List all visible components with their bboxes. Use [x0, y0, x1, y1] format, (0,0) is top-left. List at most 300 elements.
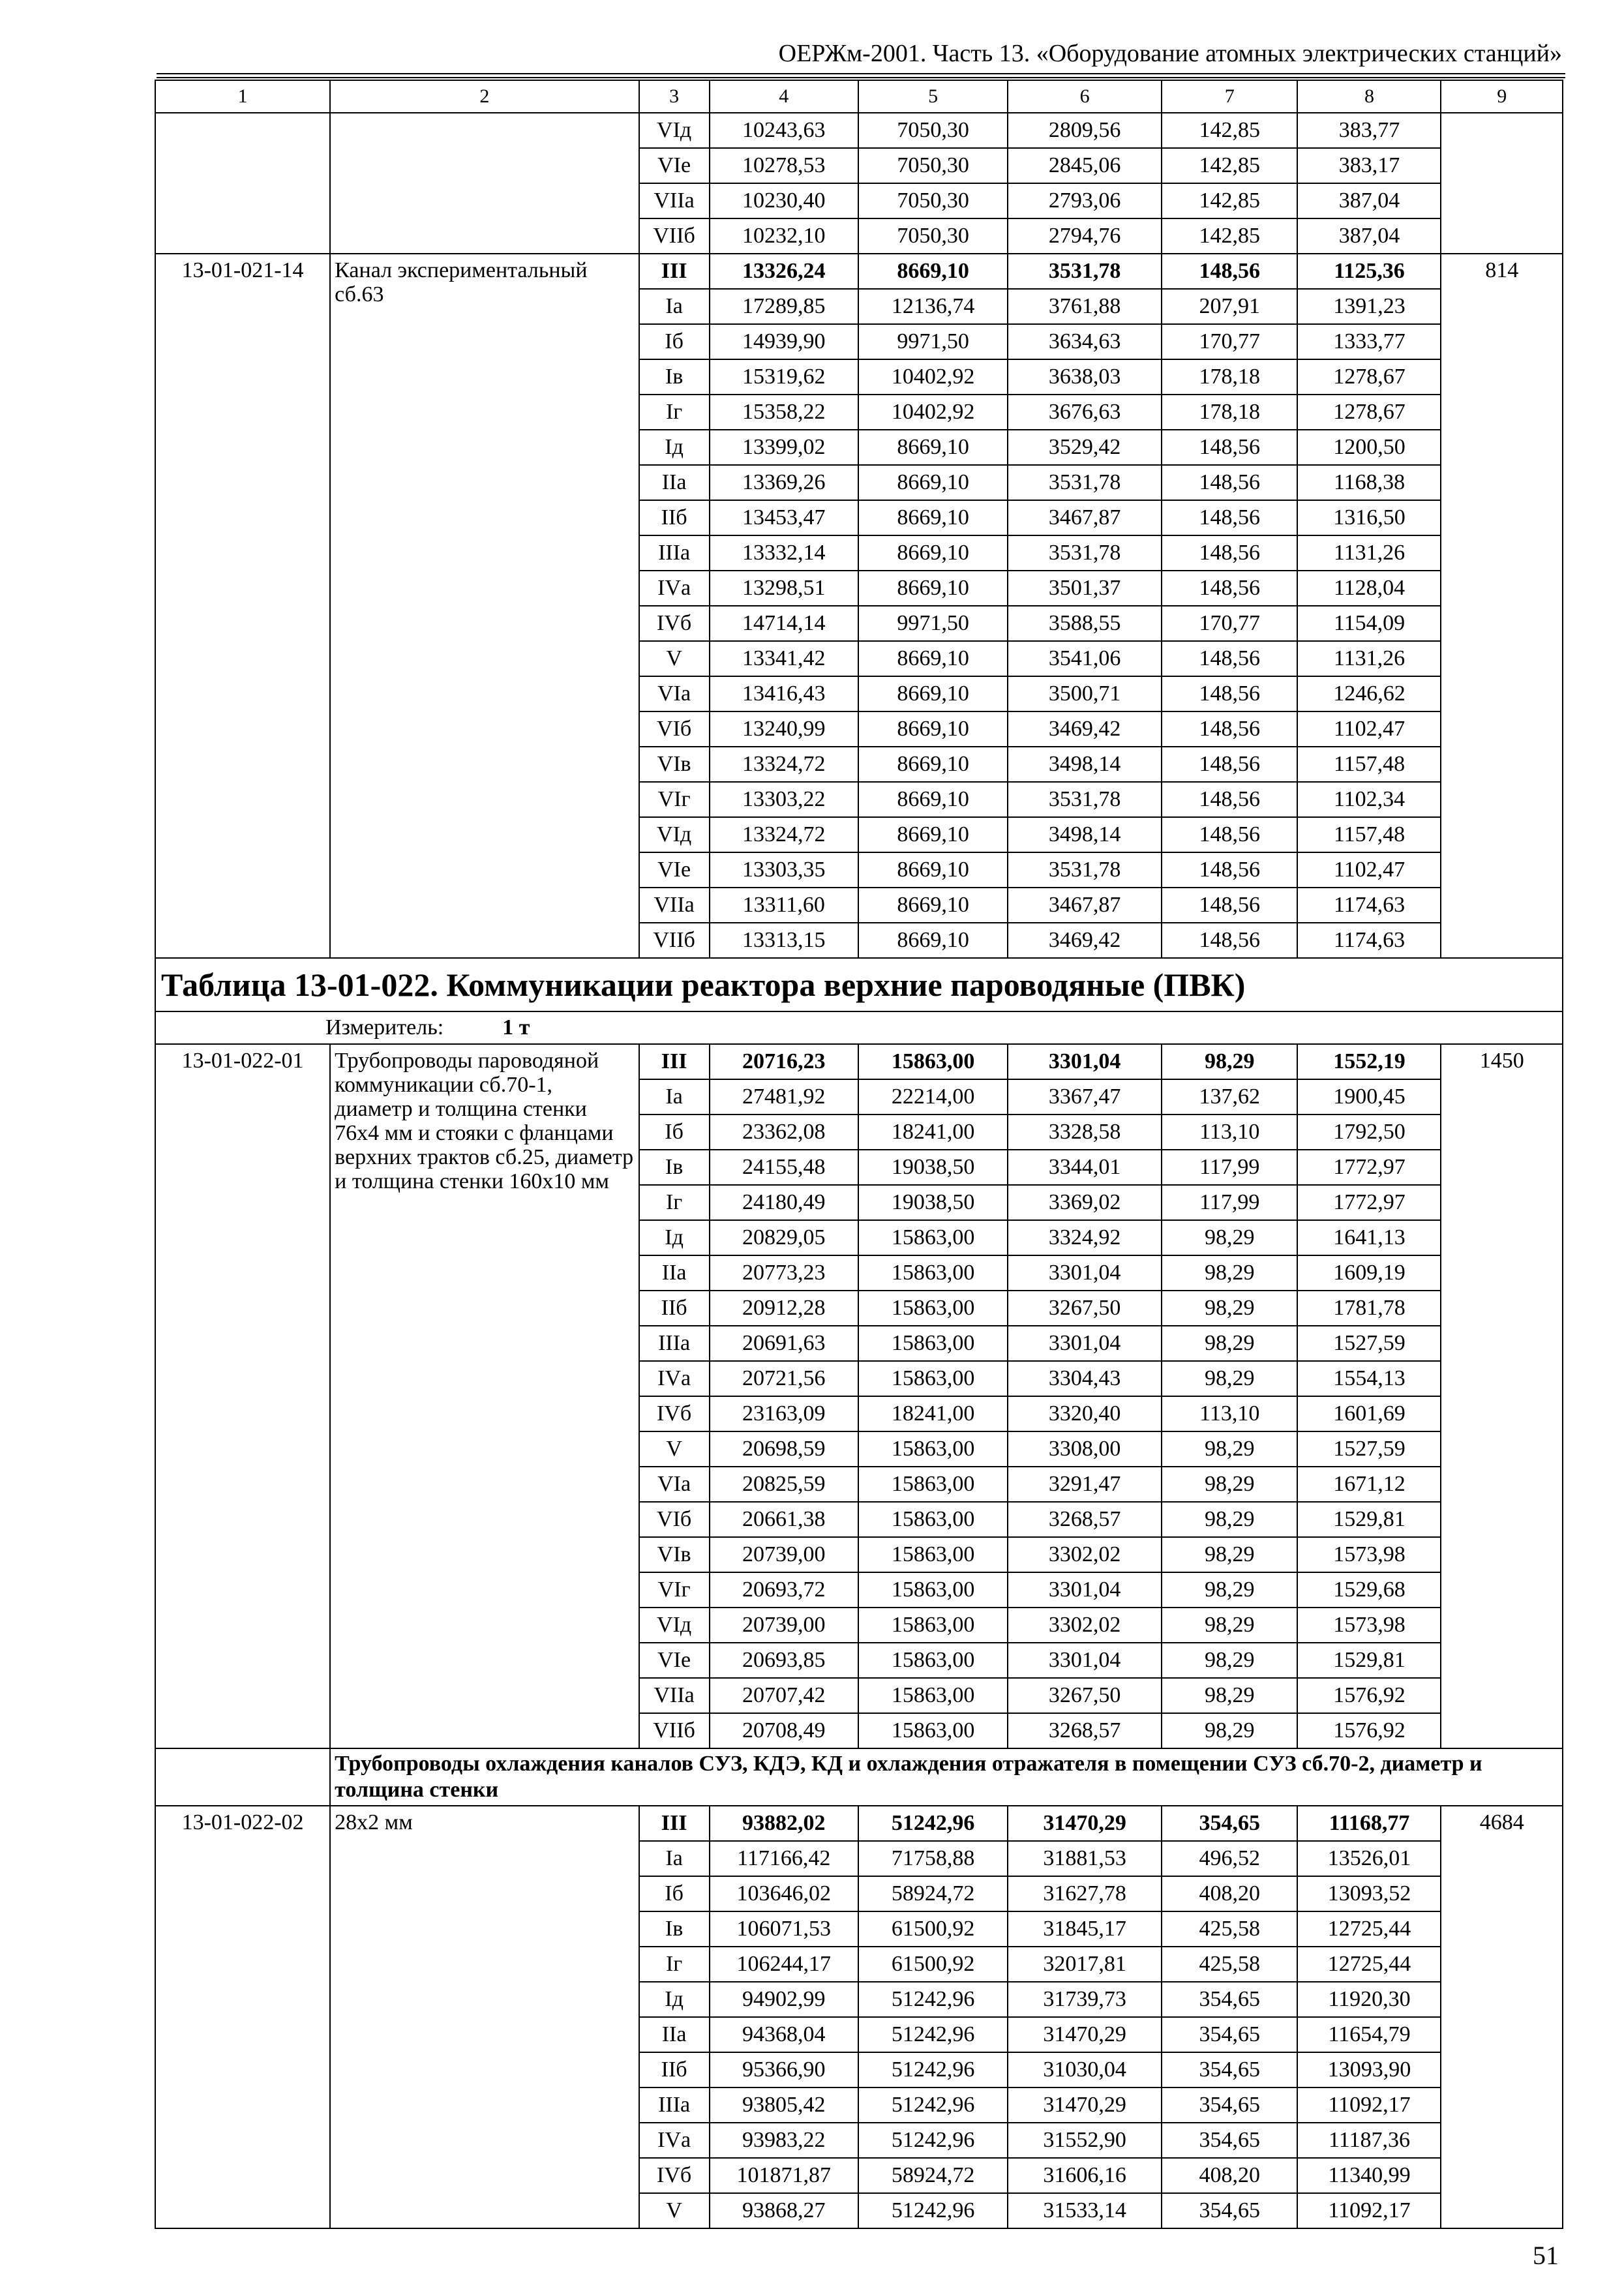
- zone-cell: V: [639, 641, 710, 676]
- value-cell: 148,56: [1162, 641, 1297, 676]
- value-cell: 354,65: [1162, 2123, 1297, 2158]
- value-cell: 1157,48: [1297, 747, 1441, 782]
- value-cell: 15358,22: [710, 395, 858, 430]
- zone-cell: IVб: [639, 1396, 710, 1431]
- value-cell: 3308,00: [1008, 1431, 1162, 1467]
- value-cell: 15863,00: [858, 1502, 1008, 1537]
- column-number: 7: [1162, 80, 1297, 113]
- value-cell: 3676,63: [1008, 395, 1162, 430]
- zone-cell: IIб: [639, 2052, 710, 2087]
- value-cell: 3500,71: [1008, 676, 1162, 711]
- zone-cell: IVа: [639, 571, 710, 606]
- value-cell: 148,56: [1162, 817, 1297, 852]
- total-cell: [1441, 113, 1563, 254]
- value-cell: 98,29: [1162, 1537, 1297, 1572]
- value-cell: 148,56: [1162, 430, 1297, 465]
- zone-cell: Iб: [639, 1876, 710, 1911]
- value-cell: 137,62: [1162, 1079, 1297, 1115]
- value-cell: 3498,14: [1008, 817, 1162, 852]
- section-spacer: [155, 1748, 330, 1806]
- value-cell: 8669,10: [858, 782, 1008, 817]
- value-cell: 98,29: [1162, 1291, 1297, 1326]
- column-number: 2: [330, 80, 639, 113]
- value-cell: 51242,96: [858, 1982, 1008, 2017]
- value-cell: 1125,36: [1297, 254, 1441, 289]
- value-cell: 11092,17: [1297, 2087, 1441, 2123]
- desc-cell: Канал экспериментальный сб.63: [330, 254, 639, 958]
- value-cell: 2809,56: [1008, 113, 1162, 148]
- value-cell: 13369,26: [710, 465, 858, 500]
- value-cell: 51242,96: [858, 1806, 1008, 1841]
- value-cell: 142,85: [1162, 218, 1297, 254]
- meter-row: [155, 1011, 1563, 1044]
- value-cell: 11168,77: [1297, 1806, 1441, 1841]
- value-cell: 3328,58: [1008, 1115, 1162, 1150]
- value-cell: 98,29: [1162, 1326, 1297, 1361]
- value-cell: 1102,47: [1297, 711, 1441, 747]
- table-row: [155, 254, 1563, 289]
- value-cell: 8669,10: [858, 923, 1008, 958]
- value-cell: 3529,42: [1008, 430, 1162, 465]
- value-cell: 20716,23: [710, 1044, 858, 1079]
- table-row: [155, 1044, 1563, 1079]
- value-cell: 1641,13: [1297, 1220, 1441, 1255]
- value-cell: 51242,96: [858, 2123, 1008, 2158]
- value-cell: 15863,00: [858, 1608, 1008, 1643]
- value-cell: 11092,17: [1297, 2193, 1441, 2228]
- value-cell: 3267,50: [1008, 1678, 1162, 1713]
- value-cell: 20698,59: [710, 1431, 858, 1467]
- value-cell: 1609,19: [1297, 1255, 1441, 1291]
- value-cell: 8669,10: [858, 817, 1008, 852]
- value-cell: 1391,23: [1297, 289, 1441, 324]
- value-cell: 31533,14: [1008, 2193, 1162, 2228]
- value-cell: 8669,10: [858, 571, 1008, 606]
- value-cell: 7050,30: [858, 218, 1008, 254]
- value-cell: 9971,50: [858, 324, 1008, 359]
- value-cell: 148,56: [1162, 747, 1297, 782]
- value-cell: 15863,00: [858, 1643, 1008, 1678]
- value-cell: 31470,29: [1008, 2087, 1162, 2123]
- value-cell: 3531,78: [1008, 782, 1162, 817]
- zone-cell: Iг: [639, 1185, 710, 1220]
- value-cell: 3301,04: [1008, 1643, 1162, 1678]
- zone-cell: IIIа: [639, 1326, 710, 1361]
- value-cell: 1157,48: [1297, 817, 1441, 852]
- value-cell: 10278,53: [710, 148, 858, 183]
- value-cell: 10232,10: [710, 218, 858, 254]
- value-cell: 148,56: [1162, 852, 1297, 888]
- value-cell: 98,29: [1162, 1713, 1297, 1748]
- value-cell: 13416,43: [710, 676, 858, 711]
- zone-cell: VIг: [639, 1572, 710, 1608]
- value-cell: 425,58: [1162, 1947, 1297, 1982]
- value-cell: 31470,29: [1008, 2017, 1162, 2052]
- value-cell: 24155,48: [710, 1150, 858, 1185]
- zone-cell: IIб: [639, 500, 710, 535]
- value-cell: 22214,00: [858, 1079, 1008, 1115]
- value-cell: 13526,01: [1297, 1841, 1441, 1876]
- value-cell: 7050,30: [858, 113, 1008, 148]
- value-cell: 13303,22: [710, 782, 858, 817]
- value-cell: 8669,10: [858, 465, 1008, 500]
- value-cell: 14714,14: [710, 606, 858, 641]
- value-cell: 93882,02: [710, 1806, 858, 1841]
- value-cell: 1792,50: [1297, 1115, 1441, 1150]
- value-cell: 15863,00: [858, 1572, 1008, 1608]
- value-cell: 8669,10: [858, 535, 1008, 571]
- zone-cell: VIв: [639, 1537, 710, 1572]
- value-cell: 13311,60: [710, 888, 858, 923]
- value-cell: 387,04: [1297, 183, 1441, 218]
- value-cell: 15863,00: [858, 1467, 1008, 1502]
- value-cell: 51242,96: [858, 2017, 1008, 2052]
- value-cell: 98,29: [1162, 1467, 1297, 1502]
- value-cell: 11920,30: [1297, 1982, 1441, 2017]
- zone-cell: VIе: [639, 1643, 710, 1678]
- value-cell: 3501,37: [1008, 571, 1162, 606]
- column-number: 1: [155, 80, 330, 113]
- value-cell: 11340,99: [1297, 2158, 1441, 2193]
- value-cell: 10230,40: [710, 183, 858, 218]
- code-cell: 13-01-022-02: [155, 1806, 330, 2228]
- desc-cell: Трубопроводы пароводяной коммуникации сб.70-1, диаметр и толщина стенки 76х4 мм и стояки с фланцами верхних трактов сб.25, диаметр и толщина стенки 160х10 мм: [330, 1044, 639, 1748]
- value-cell: 3268,57: [1008, 1713, 1162, 1748]
- value-cell: 142,85: [1162, 183, 1297, 218]
- value-cell: 98,29: [1162, 1608, 1297, 1643]
- value-cell: 32017,81: [1008, 1947, 1162, 1982]
- value-cell: 3467,87: [1008, 888, 1162, 923]
- zone-cell: Iб: [639, 1115, 710, 1150]
- value-cell: 31030,04: [1008, 2052, 1162, 2087]
- value-cell: 8669,10: [858, 254, 1008, 289]
- value-cell: 3367,47: [1008, 1079, 1162, 1115]
- value-cell: 1552,19: [1297, 1044, 1441, 1079]
- value-cell: 98,29: [1162, 1502, 1297, 1537]
- value-cell: 11187,36: [1297, 2123, 1441, 2158]
- value-cell: 3531,78: [1008, 852, 1162, 888]
- value-cell: 2845,06: [1008, 148, 1162, 183]
- value-cell: 148,56: [1162, 923, 1297, 958]
- value-cell: 3498,14: [1008, 747, 1162, 782]
- value-cell: 1527,59: [1297, 1431, 1441, 1467]
- value-cell: 106244,17: [710, 1947, 858, 1982]
- value-cell: 13332,14: [710, 535, 858, 571]
- value-cell: 3638,03: [1008, 359, 1162, 395]
- value-cell: 15863,00: [858, 1044, 1008, 1079]
- value-cell: 1529,68: [1297, 1572, 1441, 1608]
- value-cell: 354,65: [1162, 2052, 1297, 2087]
- zone-cell: Iд: [639, 1220, 710, 1255]
- value-cell: 7050,30: [858, 148, 1008, 183]
- value-cell: 23362,08: [710, 1115, 858, 1150]
- value-cell: 1278,67: [1297, 395, 1441, 430]
- value-cell: 20912,28: [710, 1291, 858, 1326]
- value-cell: 3369,02: [1008, 1185, 1162, 1220]
- value-cell: 20721,56: [710, 1361, 858, 1396]
- value-cell: 148,56: [1162, 465, 1297, 500]
- value-cell: 31470,29: [1008, 1806, 1162, 1841]
- page-number: 51: [1533, 2241, 1559, 2270]
- value-cell: 1573,98: [1297, 1537, 1441, 1572]
- value-cell: 12725,44: [1297, 1911, 1441, 1947]
- zone-cell: IVа: [639, 2123, 710, 2158]
- value-cell: 1529,81: [1297, 1502, 1441, 1537]
- value-cell: 31627,78: [1008, 1876, 1162, 1911]
- value-cell: 425,58: [1162, 1911, 1297, 1947]
- value-cell: 3588,55: [1008, 606, 1162, 641]
- value-cell: 387,04: [1297, 218, 1441, 254]
- code-cell: 13-01-021-14: [155, 254, 330, 958]
- zone-cell: IIIа: [639, 2087, 710, 2123]
- value-cell: 408,20: [1162, 2158, 1297, 2193]
- code-cell: [155, 113, 330, 254]
- value-cell: 20825,59: [710, 1467, 858, 1502]
- value-cell: 1576,92: [1297, 1678, 1441, 1713]
- total-cell: 4684: [1441, 1806, 1563, 2228]
- zone-cell: III: [639, 1044, 710, 1079]
- section-row: [155, 1748, 1563, 1806]
- value-cell: 98,29: [1162, 1044, 1297, 1079]
- value-cell: 71758,88: [858, 1841, 1008, 1876]
- value-cell: 3268,57: [1008, 1502, 1162, 1537]
- value-cell: 354,65: [1162, 1982, 1297, 2017]
- rates-table: [155, 80, 1563, 2229]
- value-cell: 17289,85: [710, 289, 858, 324]
- value-cell: 3531,78: [1008, 254, 1162, 289]
- value-cell: 13324,72: [710, 817, 858, 852]
- value-cell: 1601,69: [1297, 1396, 1441, 1431]
- value-cell: 1131,26: [1297, 535, 1441, 571]
- value-cell: 1671,12: [1297, 1467, 1441, 1502]
- zone-cell: VIд: [639, 1608, 710, 1643]
- value-cell: 1316,50: [1297, 500, 1441, 535]
- value-cell: 1131,26: [1297, 641, 1441, 676]
- column-number: 9: [1441, 80, 1563, 113]
- zone-cell: IIIа: [639, 535, 710, 571]
- value-cell: 117,99: [1162, 1150, 1297, 1185]
- value-cell: 20693,72: [710, 1572, 858, 1608]
- value-cell: 8669,10: [858, 676, 1008, 711]
- value-cell: 13093,90: [1297, 2052, 1441, 2087]
- value-cell: 3320,40: [1008, 1396, 1162, 1431]
- value-cell: 113,10: [1162, 1396, 1297, 1431]
- value-cell: 3469,42: [1008, 711, 1162, 747]
- zone-cell: VIIа: [639, 1678, 710, 1713]
- value-cell: 148,56: [1162, 711, 1297, 747]
- zone-cell: III: [639, 1806, 710, 1841]
- value-cell: 13399,02: [710, 430, 858, 465]
- zone-cell: VIIа: [639, 888, 710, 923]
- value-cell: 354,65: [1162, 2193, 1297, 2228]
- meter-cell: [155, 1011, 1563, 1044]
- value-cell: 13313,15: [710, 923, 858, 958]
- value-cell: 20691,63: [710, 1326, 858, 1361]
- value-cell: 14939,90: [710, 324, 858, 359]
- zone-cell: Iб: [639, 324, 710, 359]
- column-number-row: [155, 80, 1563, 113]
- value-cell: 23163,09: [710, 1396, 858, 1431]
- value-cell: 10402,92: [858, 359, 1008, 395]
- zone-cell: IVб: [639, 606, 710, 641]
- value-cell: 383,77: [1297, 113, 1441, 148]
- meter-label: Измеритель:: [325, 1015, 444, 1040]
- value-cell: 15863,00: [858, 1431, 1008, 1467]
- value-cell: 1554,13: [1297, 1361, 1441, 1396]
- value-cell: 101871,87: [710, 2158, 858, 2193]
- value-cell: 148,56: [1162, 500, 1297, 535]
- value-cell: 148,56: [1162, 254, 1297, 289]
- value-cell: 95366,90: [710, 2052, 858, 2087]
- zone-cell: VIа: [639, 1467, 710, 1502]
- value-cell: 148,56: [1162, 571, 1297, 606]
- zone-cell: VIIа: [639, 183, 710, 218]
- zone-cell: VIIб: [639, 1713, 710, 1748]
- zone-cell: VIа: [639, 676, 710, 711]
- value-cell: 383,17: [1297, 148, 1441, 183]
- zone-cell: IIа: [639, 2017, 710, 2052]
- value-cell: 3541,06: [1008, 641, 1162, 676]
- value-cell: 3301,04: [1008, 1255, 1162, 1291]
- section-heading: Трубопроводы охлаждения каналов СУЗ, КДЭ, КД и охлаждения отражателя в помещении СУЗ сб.70-2, диаметр и толщина стенки: [330, 1748, 1563, 1806]
- zone-cell: IIа: [639, 465, 710, 500]
- value-cell: 58924,72: [858, 2158, 1008, 2193]
- value-cell: 3469,42: [1008, 923, 1162, 958]
- table-title: Таблица 13-01-022. Коммуникации реактора верхние пароводяные (ПВК): [155, 958, 1563, 1011]
- value-cell: 354,65: [1162, 2087, 1297, 2123]
- value-cell: 3301,04: [1008, 1572, 1162, 1608]
- value-cell: 3761,88: [1008, 289, 1162, 324]
- zone-cell: Iд: [639, 1982, 710, 2017]
- value-cell: 148,56: [1162, 535, 1297, 571]
- value-cell: 13240,99: [710, 711, 858, 747]
- zone-cell: Iд: [639, 430, 710, 465]
- value-cell: 1246,62: [1297, 676, 1441, 711]
- value-cell: 3302,02: [1008, 1608, 1162, 1643]
- zone-cell: IIа: [639, 1255, 710, 1291]
- value-cell: 10243,63: [710, 113, 858, 148]
- value-cell: 408,20: [1162, 1876, 1297, 1911]
- column-number: 4: [710, 80, 858, 113]
- value-cell: 98,29: [1162, 1643, 1297, 1678]
- table-row: [155, 1806, 1563, 1841]
- value-cell: 142,85: [1162, 113, 1297, 148]
- value-cell: 15863,00: [858, 1220, 1008, 1255]
- total-cell: 814: [1441, 254, 1563, 958]
- zone-cell: IIб: [639, 1291, 710, 1326]
- value-cell: 20661,38: [710, 1502, 858, 1537]
- value-cell: 178,18: [1162, 395, 1297, 430]
- value-cell: 1102,34: [1297, 782, 1441, 817]
- value-cell: 3531,78: [1008, 535, 1162, 571]
- value-cell: 61500,92: [858, 1911, 1008, 1947]
- zone-cell: Iг: [639, 1947, 710, 1982]
- column-number: 3: [639, 80, 710, 113]
- zone-cell: Iа: [639, 1841, 710, 1876]
- column-number: 6: [1008, 80, 1162, 113]
- value-cell: 98,29: [1162, 1255, 1297, 1291]
- value-cell: 19038,50: [858, 1150, 1008, 1185]
- value-cell: 11654,79: [1297, 2017, 1441, 2052]
- value-cell: 3634,63: [1008, 324, 1162, 359]
- value-cell: 1200,50: [1297, 430, 1441, 465]
- value-cell: 354,65: [1162, 2017, 1297, 2052]
- value-cell: 354,65: [1162, 1806, 1297, 1841]
- value-cell: 3344,01: [1008, 1150, 1162, 1185]
- zone-cell: VIIб: [639, 923, 710, 958]
- value-cell: 3267,50: [1008, 1291, 1162, 1326]
- value-cell: 13453,47: [710, 500, 858, 535]
- value-cell: 3467,87: [1008, 500, 1162, 535]
- value-cell: 113,10: [1162, 1115, 1297, 1150]
- value-cell: 98,29: [1162, 1678, 1297, 1713]
- value-cell: 15863,00: [858, 1255, 1008, 1291]
- value-cell: 20773,23: [710, 1255, 858, 1291]
- value-cell: 13324,72: [710, 747, 858, 782]
- value-cell: 51242,96: [858, 2087, 1008, 2123]
- code-cell: 13-01-022-01: [155, 1044, 330, 1748]
- zone-cell: Iг: [639, 395, 710, 430]
- value-cell: 3324,92: [1008, 1220, 1162, 1255]
- value-cell: 13303,35: [710, 852, 858, 888]
- value-cell: 8669,10: [858, 430, 1008, 465]
- zone-cell: Iв: [639, 359, 710, 395]
- value-cell: 1529,81: [1297, 1643, 1441, 1678]
- value-cell: 8669,10: [858, 641, 1008, 676]
- value-cell: 58924,72: [858, 1876, 1008, 1911]
- value-cell: 1772,97: [1297, 1150, 1441, 1185]
- total-cell: 1450: [1441, 1044, 1563, 1748]
- value-cell: 18241,00: [858, 1396, 1008, 1431]
- zone-cell: VIб: [639, 711, 710, 747]
- zone-cell: IVб: [639, 2158, 710, 2193]
- value-cell: 1772,97: [1297, 1185, 1441, 1220]
- value-cell: 1576,92: [1297, 1713, 1441, 1748]
- value-cell: 15863,00: [858, 1537, 1008, 1572]
- value-cell: 20739,00: [710, 1537, 858, 1572]
- value-cell: 15863,00: [858, 1291, 1008, 1326]
- value-cell: 31845,17: [1008, 1911, 1162, 1947]
- value-cell: 15863,00: [858, 1678, 1008, 1713]
- value-cell: 1174,63: [1297, 888, 1441, 923]
- value-cell: 19038,50: [858, 1185, 1008, 1220]
- value-cell: 148,56: [1162, 676, 1297, 711]
- value-cell: 3291,47: [1008, 1467, 1162, 1502]
- meter-value: 1 т: [502, 1015, 530, 1040]
- zone-cell: VIд: [639, 113, 710, 148]
- value-cell: 31552,90: [1008, 2123, 1162, 2158]
- value-cell: 207,91: [1162, 289, 1297, 324]
- zone-cell: Iа: [639, 289, 710, 324]
- value-cell: 117166,42: [710, 1841, 858, 1876]
- value-cell: 15319,62: [710, 359, 858, 395]
- zone-cell: VIв: [639, 747, 710, 782]
- zone-cell: Iв: [639, 1150, 710, 1185]
- column-number: 5: [858, 80, 1008, 113]
- value-cell: 94368,04: [710, 2017, 858, 2052]
- value-cell: 1527,59: [1297, 1326, 1441, 1361]
- value-cell: 1154,09: [1297, 606, 1441, 641]
- value-cell: 98,29: [1162, 1431, 1297, 1467]
- value-cell: 3301,04: [1008, 1044, 1162, 1079]
- value-cell: 3301,04: [1008, 1326, 1162, 1361]
- value-cell: 15863,00: [858, 1326, 1008, 1361]
- zone-cell: Iв: [639, 1911, 710, 1947]
- value-cell: 15863,00: [858, 1713, 1008, 1748]
- value-cell: 1102,47: [1297, 852, 1441, 888]
- value-cell: 3531,78: [1008, 465, 1162, 500]
- value-cell: 24180,49: [710, 1185, 858, 1220]
